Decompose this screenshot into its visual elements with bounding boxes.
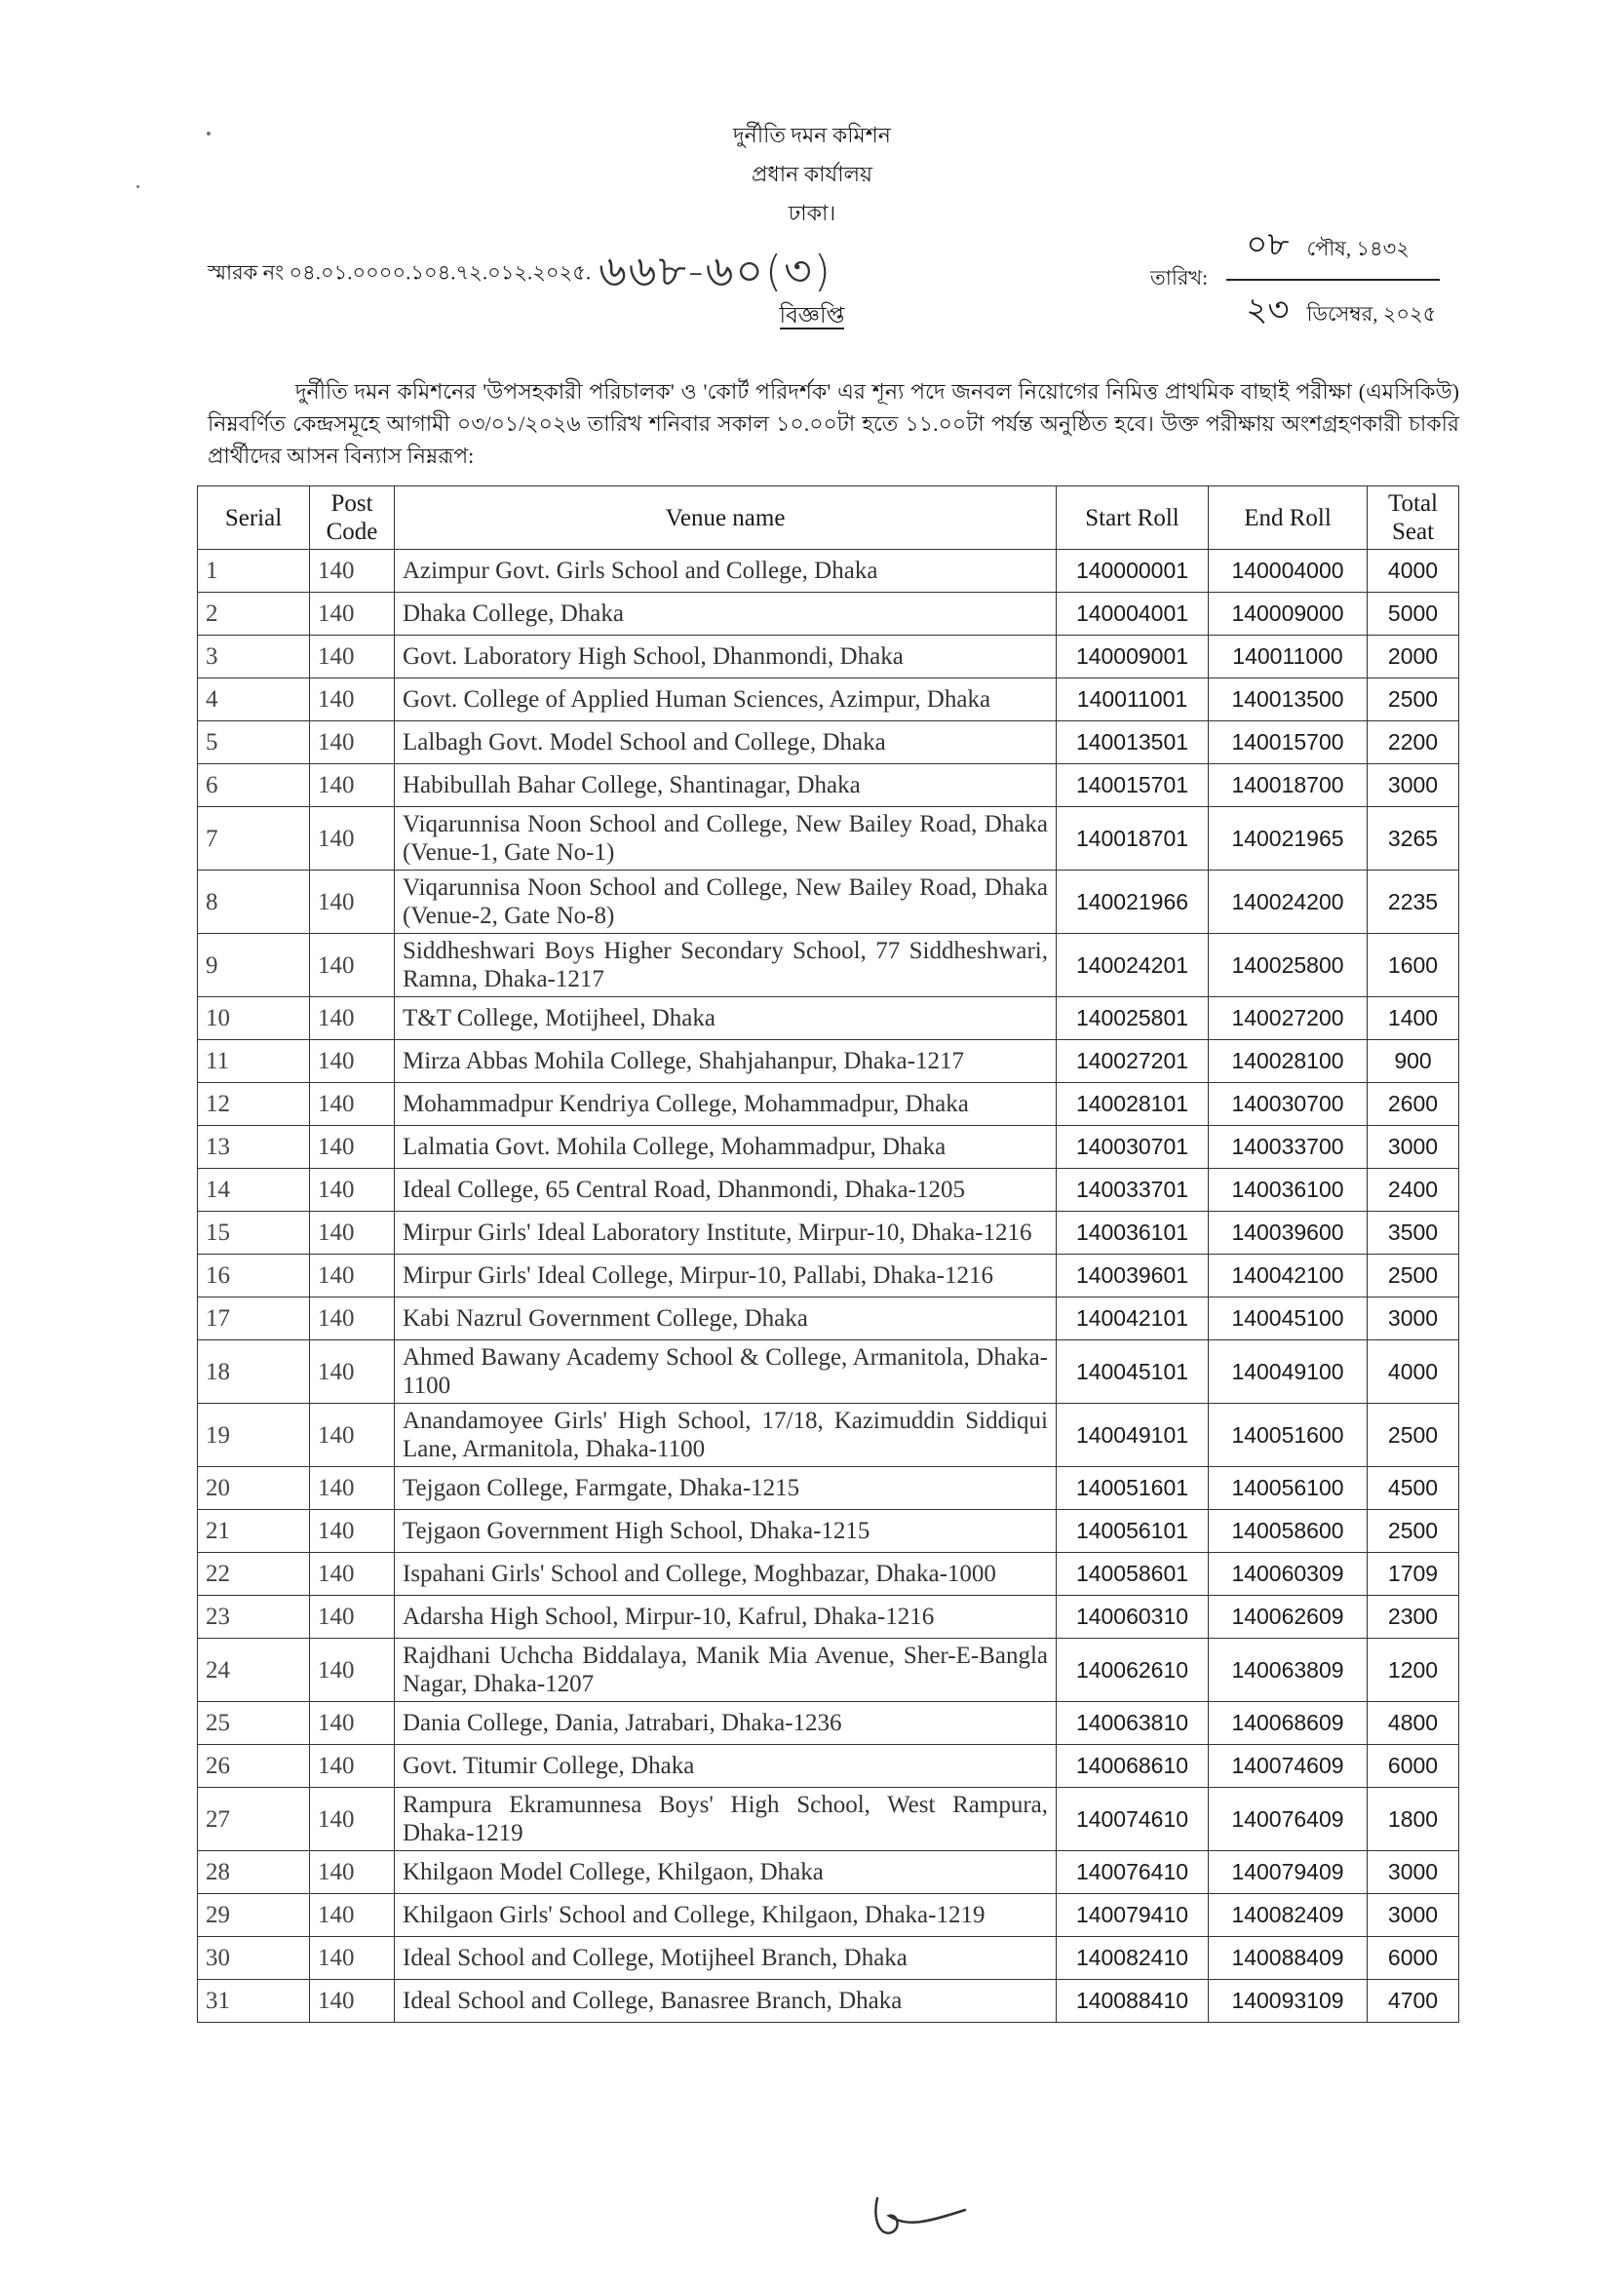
header-serial: Serial (198, 486, 310, 550)
cell-venue-name: Ispahani Girls' School and College, Moghbazar, Dhaka-1000 (395, 1553, 1057, 1596)
cell-end-roll: 140076409 (1209, 1788, 1368, 1851)
cell-post-code: 140 (310, 1937, 395, 1980)
cell-venue-name: Ideal School and College, Motijheel Branch, Dhaka (395, 1937, 1057, 1980)
cell-post-code: 140 (310, 1467, 395, 1510)
cell-serial: 26 (198, 1745, 310, 1788)
cell-start-roll: 140011001 (1057, 678, 1209, 721)
cell-start-roll: 140056101 (1057, 1510, 1209, 1553)
city-name: ঢাকা। (788, 201, 836, 225)
table-row (198, 871, 1459, 934)
cell-total-seat: 3000 (1368, 1851, 1459, 1894)
cell-total-seat: 3265 (1368, 807, 1459, 871)
cell-post-code: 140 (310, 1083, 395, 1126)
cell-serial: 25 (198, 1702, 310, 1745)
cell-post-code: 140 (310, 1169, 395, 1212)
cell-venue-name: Rajdhani Uchcha Biddalaya, Manik Mia Avenue, Sher-E-Bangla Nagar, Dhaka-1207 (395, 1639, 1057, 1702)
table-row (198, 1297, 1459, 1340)
header-venue-name: Venue name (395, 486, 1057, 550)
cell-end-roll: 140058600 (1209, 1510, 1368, 1553)
cell-start-roll: 140039601 (1057, 1255, 1209, 1297)
table-row (198, 1937, 1459, 1980)
cell-post-code: 140 (310, 1596, 395, 1639)
cell-post-code: 140 (310, 1788, 395, 1851)
cell-end-roll: 140015700 (1209, 721, 1368, 764)
cell-start-roll: 140088410 (1057, 1980, 1209, 2023)
table-row (198, 764, 1459, 807)
table-row (198, 807, 1459, 871)
table-row (198, 1851, 1459, 1894)
cell-venue-name: Lalbagh Govt. Model School and College, Dhaka (395, 721, 1057, 764)
table-row (198, 1745, 1459, 1788)
table-row (198, 593, 1459, 636)
cell-end-roll: 140056100 (1209, 1467, 1368, 1510)
cell-total-seat: 3000 (1368, 1126, 1459, 1169)
cell-post-code: 140 (310, 1553, 395, 1596)
cell-venue-name: Viqarunnisa Noon School and College, New Bailey Road, Dhaka (Venue-1, Gate No-1) (395, 807, 1057, 871)
cell-total-seat: 4000 (1368, 550, 1459, 593)
cell-post-code: 140 (310, 1340, 395, 1404)
cell-post-code: 140 (310, 678, 395, 721)
date-bangla-day: ০৮ (1246, 225, 1290, 264)
cell-start-roll: 140058601 (1057, 1553, 1209, 1596)
cell-start-roll: 140082410 (1057, 1937, 1209, 1980)
table-row (198, 1894, 1459, 1937)
cell-venue-name: Anandamoyee Girls' High School, 17/18, Kazimuddin Siddiqui Lane, Armanitola, Dhaka-1100 (395, 1404, 1057, 1467)
cell-serial: 29 (198, 1894, 310, 1937)
cell-end-roll: 140039600 (1209, 1212, 1368, 1255)
cell-venue-name: Govt. Laboratory High School, Dhanmondi, Dhaka (395, 636, 1057, 678)
cell-post-code: 140 (310, 593, 395, 636)
table-row (198, 1788, 1459, 1851)
cell-end-roll: 140028100 (1209, 1040, 1368, 1083)
cell-serial: 2 (198, 593, 310, 636)
cell-total-seat: 4000 (1368, 1340, 1459, 1404)
signature (868, 2188, 985, 2247)
cell-end-roll: 140079409 (1209, 1851, 1368, 1894)
cell-serial: 28 (198, 1851, 310, 1894)
cell-start-roll: 140049101 (1057, 1404, 1209, 1467)
table-row (198, 997, 1459, 1040)
cell-total-seat: 4800 (1368, 1702, 1459, 1745)
cell-post-code: 140 (310, 934, 395, 997)
cell-start-roll: 140042101 (1057, 1297, 1209, 1340)
cell-serial: 19 (198, 1404, 310, 1467)
cell-serial: 20 (198, 1467, 310, 1510)
cell-serial: 21 (198, 1510, 310, 1553)
cell-venue-name: Siddheshwari Boys Higher Secondary School, 77 Siddheshwari, Ramna, Dhaka-1217 (395, 934, 1057, 997)
table-row (198, 1212, 1459, 1255)
notice-title (0, 297, 1624, 335)
table-row (198, 636, 1459, 678)
table-row (198, 1553, 1459, 1596)
cell-end-roll: 140068609 (1209, 1702, 1368, 1745)
cell-total-seat: 4700 (1368, 1980, 1459, 2023)
cell-total-seat: 2235 (1368, 871, 1459, 934)
cell-serial: 18 (198, 1340, 310, 1404)
cell-total-seat: 2200 (1368, 721, 1459, 764)
date-english-day: ২৩ (1246, 290, 1290, 329)
memo-handwritten-number: ৬৬৮-৬০(৩) (599, 247, 832, 296)
cell-start-roll: 140030701 (1057, 1126, 1209, 1169)
cell-end-roll: 140013500 (1209, 678, 1368, 721)
cell-post-code: 140 (310, 1510, 395, 1553)
cell-end-roll: 140025800 (1209, 934, 1368, 997)
cell-post-code: 140 (310, 721, 395, 764)
cell-serial: 31 (198, 1980, 310, 2023)
cell-venue-name: Govt. Titumir College, Dhaka (395, 1745, 1057, 1788)
cell-start-roll: 140074610 (1057, 1788, 1209, 1851)
office-name: প্রধান কার্যালয় (752, 162, 872, 186)
notice-title-text: বিজ্ঞপ্তি (779, 303, 845, 328)
table-row (198, 1980, 1459, 2023)
cell-serial: 17 (198, 1297, 310, 1340)
table-row (198, 1404, 1459, 1467)
cell-serial: 10 (198, 997, 310, 1040)
cell-end-roll: 140042100 (1209, 1255, 1368, 1297)
cell-serial: 1 (198, 550, 310, 593)
cell-start-roll: 140027201 (1057, 1040, 1209, 1083)
cell-post-code: 140 (310, 1040, 395, 1083)
cell-post-code: 140 (310, 764, 395, 807)
table-row (198, 1596, 1459, 1639)
cell-start-roll: 140018701 (1057, 807, 1209, 871)
cell-end-roll: 140051600 (1209, 1404, 1368, 1467)
cell-venue-name: Mohammadpur Kendriya College, Mohammadpur, Dhaka (395, 1083, 1057, 1126)
cell-post-code: 140 (310, 1702, 395, 1745)
cell-total-seat: 3000 (1368, 1894, 1459, 1937)
cell-venue-name: Tejgaon College, Farmgate, Dhaka-1215 (395, 1467, 1057, 1510)
cell-end-roll: 140018700 (1209, 764, 1368, 807)
cell-post-code: 140 (310, 807, 395, 871)
cell-serial: 3 (198, 636, 310, 678)
cell-venue-name: Adarsha High School, Mirpur-10, Kafrul, Dhaka-1216 (395, 1596, 1057, 1639)
cell-venue-name: Mirpur Girls' Ideal College, Mirpur-10, Pallabi, Dhaka-1216 (395, 1255, 1057, 1297)
cell-venue-name: Rampura Ekramunnesa Boys' High School, West Rampura, Dhaka-1219 (395, 1788, 1057, 1851)
cell-end-roll: 140088409 (1209, 1937, 1368, 1980)
cell-end-roll: 140004000 (1209, 550, 1368, 593)
cell-venue-name: Lalmatia Govt. Mohila College, Mohammadpur, Dhaka (395, 1126, 1057, 1169)
cell-serial: 30 (198, 1937, 310, 1980)
cell-venue-name: Habibullah Bahar College, Shantinagar, Dhaka (395, 764, 1057, 807)
cell-venue-name: Ideal College, 65 Central Road, Dhanmondi, Dhaka-1205 (395, 1169, 1057, 1212)
table-row (198, 1639, 1459, 1702)
cell-venue-name: Dania College, Dania, Jatrabari, Dhaka-1236 (395, 1702, 1057, 1745)
cell-serial: 14 (198, 1169, 310, 1212)
cell-serial: 27 (198, 1788, 310, 1851)
cell-total-seat: 6000 (1368, 1745, 1459, 1788)
table-row (198, 934, 1459, 997)
cell-serial: 23 (198, 1596, 310, 1639)
cell-total-seat: 1800 (1368, 1788, 1459, 1851)
table-row (198, 1467, 1459, 1510)
cell-total-seat: 2500 (1368, 1404, 1459, 1467)
table-header-row (198, 486, 1459, 550)
cell-total-seat: 1200 (1368, 1639, 1459, 1702)
cell-venue-name: Viqarunnisa Noon School and College, New Bailey Road, Dhaka (Venue-2, Gate No-8) (395, 871, 1057, 934)
cell-end-roll: 140027200 (1209, 997, 1368, 1040)
cell-end-roll: 140063809 (1209, 1639, 1368, 1702)
header-end-roll: End Roll (1209, 486, 1368, 550)
table-row (198, 1340, 1459, 1404)
cell-end-roll: 140030700 (1209, 1083, 1368, 1126)
cell-start-roll: 140021966 (1057, 871, 1209, 934)
cell-venue-name: Govt. College of Applied Human Sciences, Azimpur, Dhaka (395, 678, 1057, 721)
cell-total-seat: 3000 (1368, 764, 1459, 807)
cell-total-seat: 1400 (1368, 997, 1459, 1040)
cell-start-roll: 140033701 (1057, 1169, 1209, 1212)
table-row (198, 1040, 1459, 1083)
cell-total-seat: 2300 (1368, 1596, 1459, 1639)
cell-end-roll: 140093109 (1209, 1980, 1368, 2023)
cell-end-roll: 140045100 (1209, 1297, 1368, 1340)
table-row (198, 678, 1459, 721)
cell-end-roll: 140033700 (1209, 1126, 1368, 1169)
cell-start-roll: 140062610 (1057, 1639, 1209, 1702)
cell-serial: 13 (198, 1126, 310, 1169)
cell-start-roll: 140036101 (1057, 1212, 1209, 1255)
cell-serial: 24 (198, 1639, 310, 1702)
cell-total-seat: 3500 (1368, 1212, 1459, 1255)
cell-venue-name: Tejgaon Government High School, Dhaka-1215 (395, 1510, 1057, 1553)
cell-serial: 16 (198, 1255, 310, 1297)
date-bangla: পৌষ, ১৪৩২ (1306, 237, 1410, 260)
cell-total-seat: 2600 (1368, 1083, 1459, 1126)
cell-start-roll: 140068610 (1057, 1745, 1209, 1788)
cell-post-code: 140 (310, 1255, 395, 1297)
organization-name: দুর্নীতি দমন কমিশন (733, 123, 891, 147)
cell-start-roll: 140009001 (1057, 636, 1209, 678)
cell-post-code: 140 (310, 1745, 395, 1788)
cell-total-seat: 2400 (1368, 1169, 1459, 1212)
date-english: ডিসেম্বর, ২০২৫ (1306, 302, 1437, 326)
table-row (198, 721, 1459, 764)
table-row (198, 1169, 1459, 1212)
cell-serial: 7 (198, 807, 310, 871)
cell-start-roll: 140028101 (1057, 1083, 1209, 1126)
cell-total-seat: 2500 (1368, 678, 1459, 721)
cell-post-code: 140 (310, 1639, 395, 1702)
cell-venue-name: Ahmed Bawany Academy School & College, Armanitola, Dhaka-1100 (395, 1340, 1057, 1404)
date-label: তারিখ: (1150, 265, 1209, 290)
cell-total-seat: 5000 (1368, 593, 1459, 636)
cell-serial: 22 (198, 1553, 310, 1596)
cell-total-seat: 2000 (1368, 636, 1459, 678)
cell-total-seat: 1709 (1368, 1553, 1459, 1596)
cell-venue-name: Khilgaon Model College, Khilgaon, Dhaka (395, 1851, 1057, 1894)
cell-post-code: 140 (310, 550, 395, 593)
notice-paragraph: দুর্নীতি দমন কমিশনের 'উপসহকারী পরিচালক' ও 'কোর্ট পরিদর্শক' এর শূন্য পদে জনবল নিয়োগের নিমিত্ত প্রাথমিক বাছাই পরীক্ষা (এমসিকিউ) নিম্নবর্ণিত কেন্দ্রসমূহে আগামী ০৩/০১/২০২৬ তারিখ শনিবার সকাল ১০.০০টা হতে ১১.০০টা পর্যন্ত অনুষ্ঠিত হবে। উক্ত পরীক্ষায় অংশগ্রহণকারী চাকরি প্রার্থীদের আসন বিন্যাস নিম্নরূপ: (208, 379, 1459, 468)
cell-total-seat: 1600 (1368, 934, 1459, 997)
cell-post-code: 140 (310, 997, 395, 1040)
cell-post-code: 140 (310, 871, 395, 934)
header-post-code: Post Code (310, 486, 395, 550)
cell-venue-name: Ideal School and College, Banasree Branch, Dhaka (395, 1980, 1057, 2023)
cell-end-roll: 140060309 (1209, 1553, 1368, 1596)
cell-venue-name: Dhaka College, Dhaka (395, 593, 1057, 636)
cell-venue-name: Mirpur Girls' Ideal Laboratory Institute, Mirpur-10, Dhaka-1216 (395, 1212, 1057, 1255)
cell-total-seat: 3000 (1368, 1297, 1459, 1340)
table-row (198, 1083, 1459, 1126)
table-row (198, 1126, 1459, 1169)
cell-start-roll: 140063810 (1057, 1702, 1209, 1745)
cell-serial: 11 (198, 1040, 310, 1083)
cell-serial: 4 (198, 678, 310, 721)
cell-end-roll: 140021965 (1209, 807, 1368, 871)
header-start-roll: Start Roll (1057, 486, 1209, 550)
table-row (198, 1510, 1459, 1553)
cell-start-roll: 140051601 (1057, 1467, 1209, 1510)
cell-total-seat: 6000 (1368, 1937, 1459, 1980)
cell-venue-name: Kabi Nazrul Government College, Dhaka (395, 1297, 1057, 1340)
cell-post-code: 140 (310, 1894, 395, 1937)
cell-end-roll: 140082409 (1209, 1894, 1368, 1937)
cell-total-seat: 4500 (1368, 1467, 1459, 1510)
header-total-seat: Total Seat (1368, 486, 1459, 550)
cell-serial: 9 (198, 934, 310, 997)
seat-plan-table (197, 485, 1459, 2023)
cell-serial: 15 (198, 1212, 310, 1255)
cell-venue-name: Khilgaon Girls' School and College, Khilgaon, Dhaka-1219 (395, 1894, 1057, 1937)
cell-total-seat: 900 (1368, 1040, 1459, 1083)
cell-post-code: 140 (310, 1404, 395, 1467)
cell-total-seat: 2500 (1368, 1510, 1459, 1553)
cell-start-roll: 140060310 (1057, 1596, 1209, 1639)
cell-venue-name: Azimpur Govt. Girls School and College, Dhaka (395, 550, 1057, 593)
cell-end-roll: 140049100 (1209, 1340, 1368, 1404)
cell-post-code: 140 (310, 1212, 395, 1255)
cell-total-seat: 2500 (1368, 1255, 1459, 1297)
cell-serial: 12 (198, 1083, 310, 1126)
table-row (198, 1702, 1459, 1745)
cell-start-roll: 140076410 (1057, 1851, 1209, 1894)
cell-end-roll: 140036100 (1209, 1169, 1368, 1212)
cell-venue-name: T&T College, Motijheel, Dhaka (395, 997, 1057, 1040)
cell-post-code: 140 (310, 1126, 395, 1169)
memo-label: স্মারক নং ০৪.০১.০০০০.১০৪.৭২.০১২.২০২৫. (208, 260, 592, 285)
cell-end-roll: 140074609 (1209, 1745, 1368, 1788)
cell-end-roll: 140062609 (1209, 1596, 1368, 1639)
table-row (198, 550, 1459, 593)
cell-serial: 8 (198, 871, 310, 934)
cell-start-roll: 140045101 (1057, 1340, 1209, 1404)
cell-start-roll: 140013501 (1057, 721, 1209, 764)
cell-post-code: 140 (310, 636, 395, 678)
cell-serial: 5 (198, 721, 310, 764)
table-row (198, 1255, 1459, 1297)
cell-end-roll: 140011000 (1209, 636, 1368, 678)
cell-start-roll: 140015701 (1057, 764, 1209, 807)
cell-end-roll: 140024200 (1209, 871, 1368, 934)
cell-serial: 6 (198, 764, 310, 807)
cell-post-code: 140 (310, 1851, 395, 1894)
cell-start-roll: 140004001 (1057, 593, 1209, 636)
cell-post-code: 140 (310, 1980, 395, 2023)
cell-venue-name: Mirza Abbas Mohila College, Shahjahanpur, Dhaka-1217 (395, 1040, 1057, 1083)
cell-start-roll: 140024201 (1057, 934, 1209, 997)
cell-post-code: 140 (310, 1297, 395, 1340)
cell-start-roll: 140079410 (1057, 1894, 1209, 1937)
cell-end-roll: 140009000 (1209, 593, 1368, 636)
cell-start-roll: 140025801 (1057, 997, 1209, 1040)
cell-start-roll: 140000001 (1057, 550, 1209, 593)
